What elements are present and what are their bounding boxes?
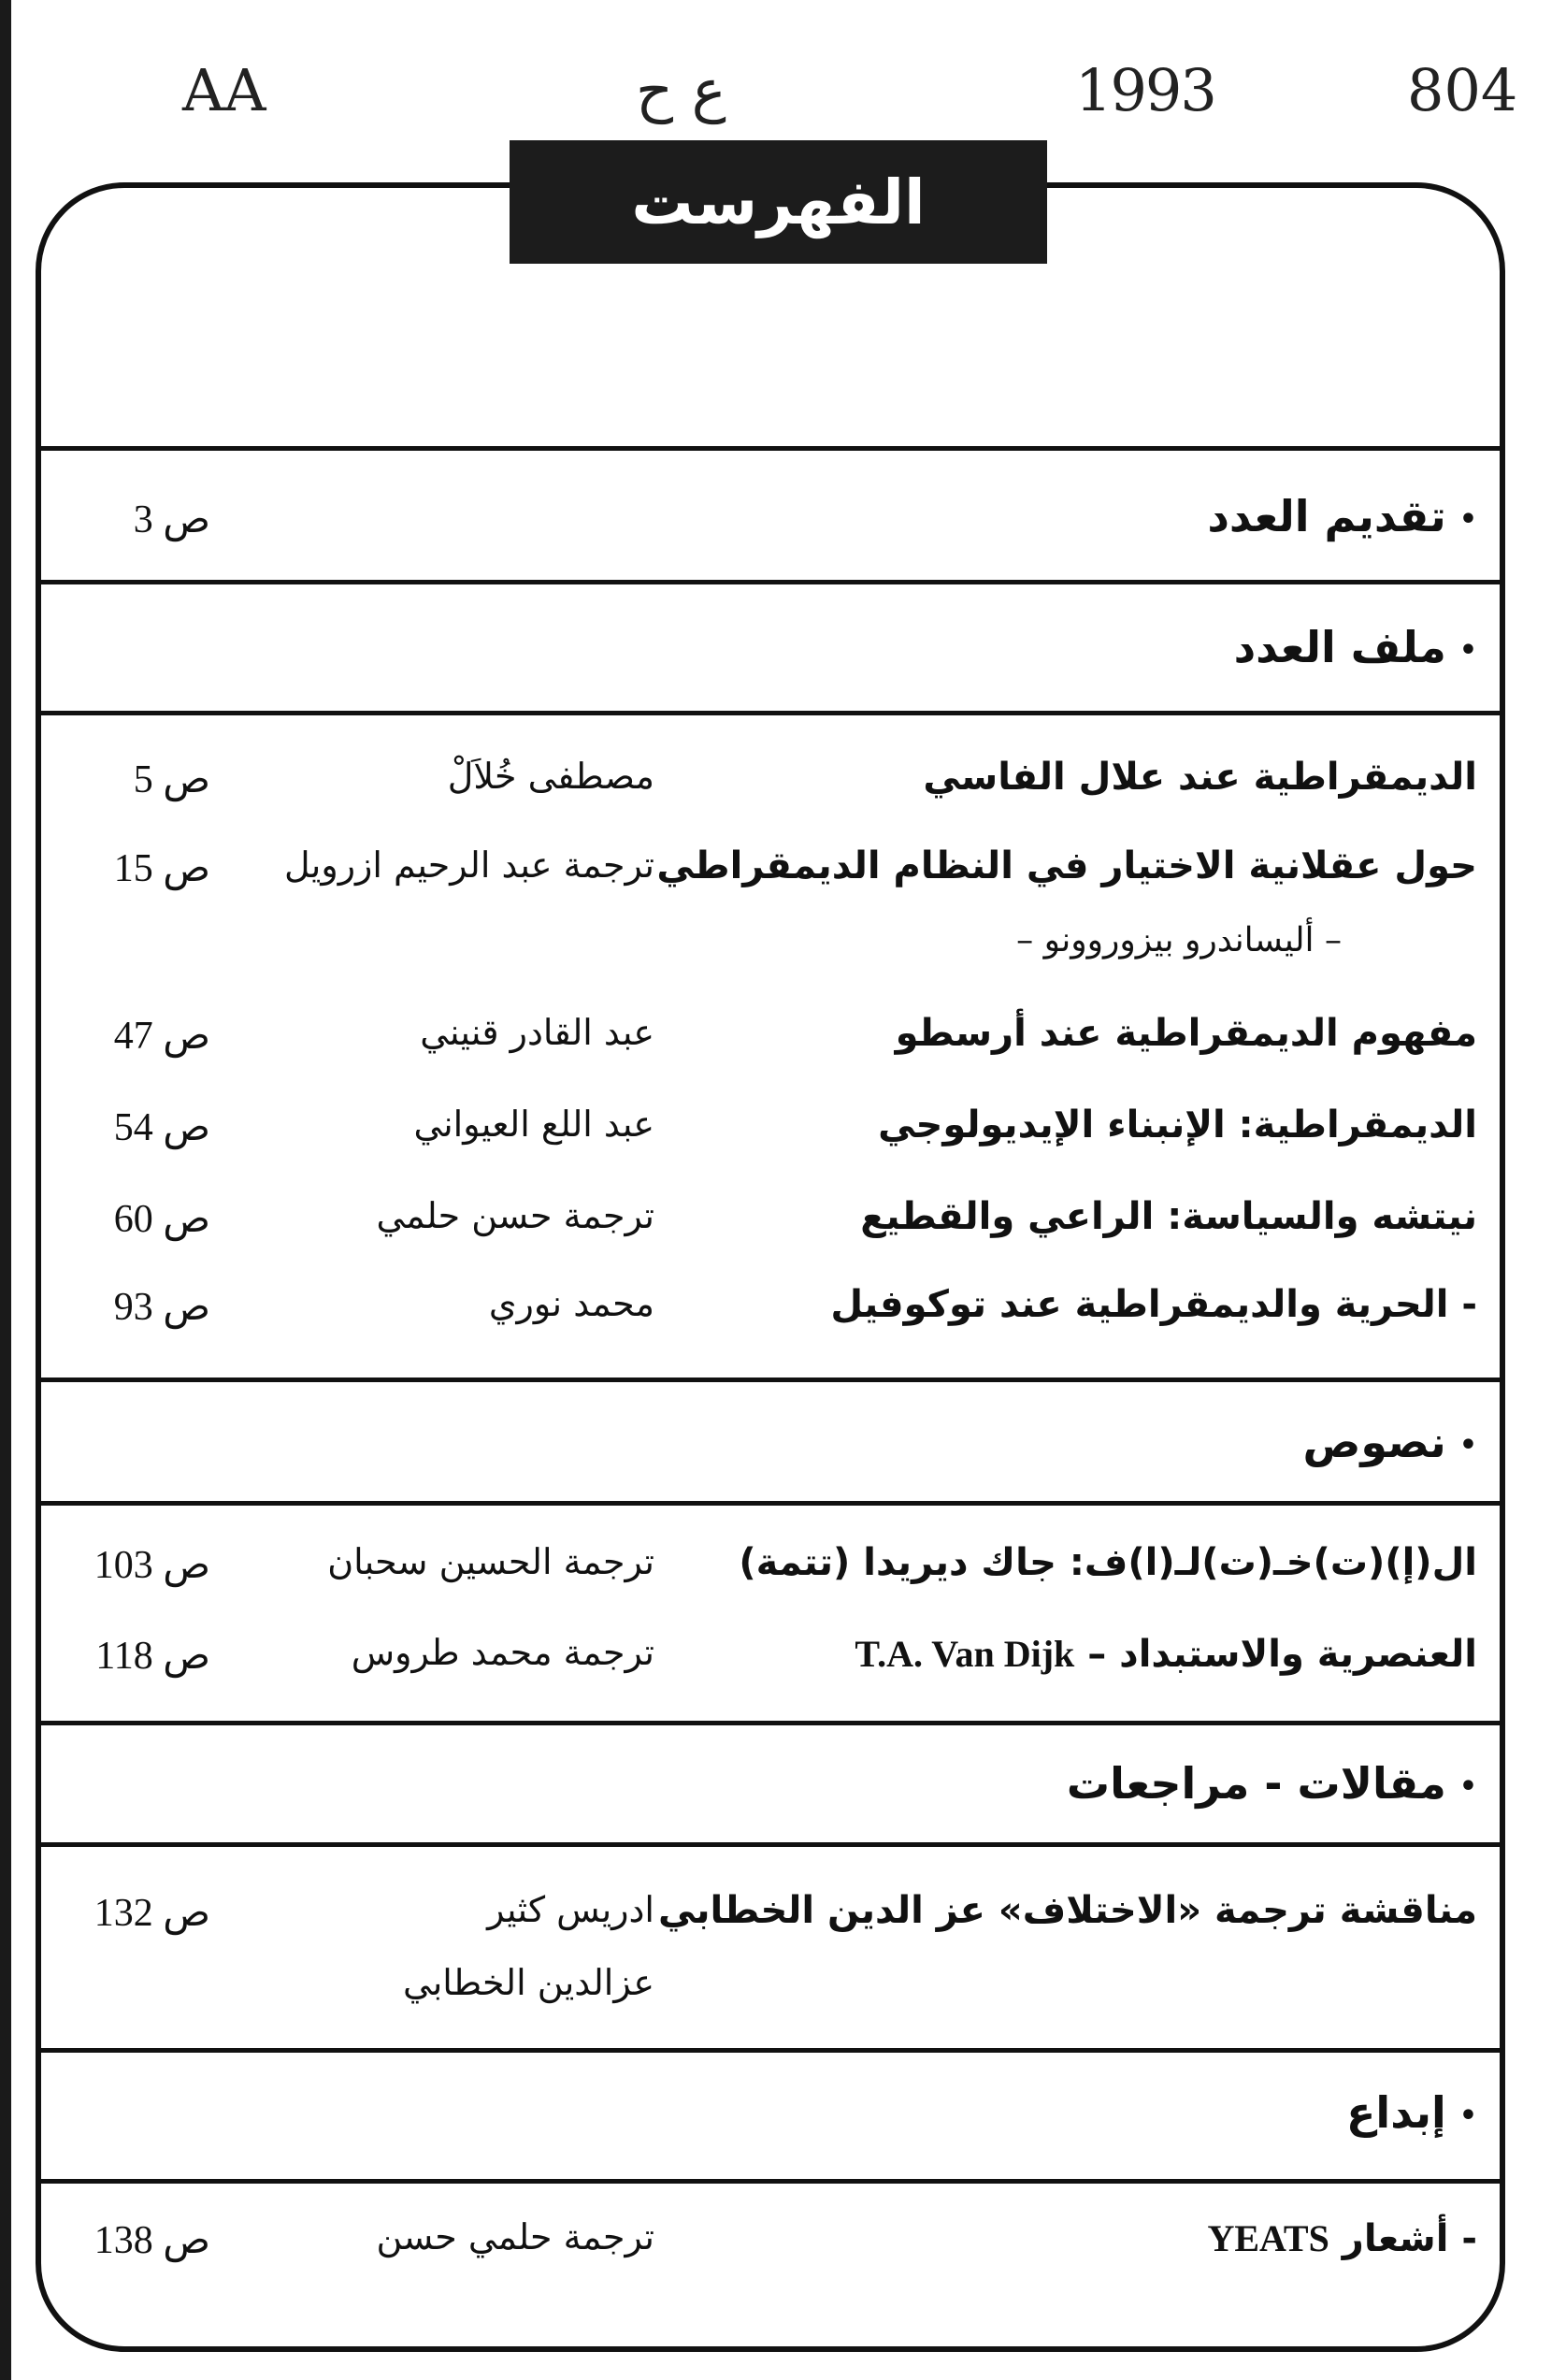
entry-title: - الحرية والديمقراطية عند توكوفيل <box>830 1283 1477 1326</box>
entry-title: الديمقراطية: الإنبناء الإيديولوجي <box>878 1103 1477 1147</box>
page-number: ص 138 <box>93 2219 210 2262</box>
handwritten-note: ع ح <box>636 56 726 124</box>
divider <box>36 1842 1505 1847</box>
section-heading-texts: •نصوص <box>1302 1417 1477 1467</box>
page-number: ص 103 <box>93 1544 210 1587</box>
page-title: الفهرست <box>510 140 1047 264</box>
handwritten-note: 804 <box>1407 56 1518 124</box>
divider <box>36 1378 1505 1382</box>
section-heading-creative: •إبداع <box>1346 2087 1477 2138</box>
entry-author: ادريس كثير <box>487 1889 654 1930</box>
bullet: • <box>1458 2099 1477 2132</box>
section-heading-file: •ملف العدد <box>1233 622 1477 672</box>
divider <box>36 2179 1505 2184</box>
bullet: • <box>1458 634 1477 667</box>
entry-author: ترجمة حلمي حسن <box>376 2216 654 2257</box>
page-number: ص 60 <box>113 1198 210 1241</box>
entry-author: ترجمة محمد طروس <box>351 1632 654 1673</box>
divider <box>36 1501 1505 1506</box>
entry-author: محمد نوري <box>488 1283 654 1324</box>
entry-author: عبد القادر قنيني <box>420 1012 654 1053</box>
page-number: ص 132 <box>93 1892 210 1935</box>
entry-title: حول عقلانية الاختيار في النظام الديمقراطي <box>656 844 1477 887</box>
entry-title-latin: YEATS <box>1207 2217 1329 2259</box>
divider <box>36 446 1505 451</box>
page-number: ص 93 <box>113 1286 210 1329</box>
divider <box>36 711 1505 715</box>
entry-title: ال(إ)(ت)خـ(ت)لـ(ا)ف: جاك ديريدا (تتمة) <box>739 1541 1477 1584</box>
entry-title: نيتشه والسياسة: الراعي والقطيع <box>860 1195 1477 1238</box>
handwritten-note: AA <box>182 56 266 124</box>
entry-author: ترجمة الحسين سحبان <box>327 1541 654 1582</box>
page-number: ص 54 <box>113 1106 210 1149</box>
entry-author-second: عزالدين الخطابي <box>403 1962 654 2003</box>
page-number: ص 47 <box>113 1015 210 1058</box>
page-number: ص 5 <box>133 758 210 801</box>
entry-title: الديمقراطية عند علال الفاسي <box>923 756 1477 799</box>
scan-margin-bar <box>0 0 11 2380</box>
bullet: • <box>1458 1429 1477 1462</box>
entry-author: ترجمة عبد الرحيم ازرويل <box>283 844 654 886</box>
entry-title: - أشعار YEATS <box>1207 2217 1477 2260</box>
entry-subtitle: – أليساندرو بيزوروونو – <box>1016 921 1342 959</box>
entry-title: مناقشة ترجمة «الاختلاف» عز الدين الخطابي <box>658 1889 1477 1932</box>
divider <box>36 1721 1505 1725</box>
divider <box>36 580 1505 584</box>
entry-author: عبد اللع العيواني <box>413 1103 654 1145</box>
section-heading-intro: •تقديم العدد <box>1207 491 1477 541</box>
section-heading-articles: •مقالات - مراجعات <box>1066 1758 1477 1809</box>
page-number: ص 3 <box>133 498 210 541</box>
entry-author: ترجمة حسن حلمي <box>376 1195 654 1236</box>
bullet: • <box>1458 1770 1477 1803</box>
divider <box>36 2048 1505 2053</box>
entry-title: مفهوم الديمقراطية عند أرسطو <box>895 1012 1477 1055</box>
page-number: ص 118 <box>95 1635 210 1678</box>
entry-title: العنصرية والاستبداد – T.A. Van Dijk <box>855 1633 1477 1676</box>
page-number: ص 15 <box>113 847 210 890</box>
entry-author: مصطفى خُلاَلْ <box>447 756 654 797</box>
entry-title-latin: T.A. Van Dijk <box>855 1633 1075 1675</box>
handwritten-note: 1993 <box>1075 56 1215 124</box>
bullet: • <box>1458 503 1477 536</box>
